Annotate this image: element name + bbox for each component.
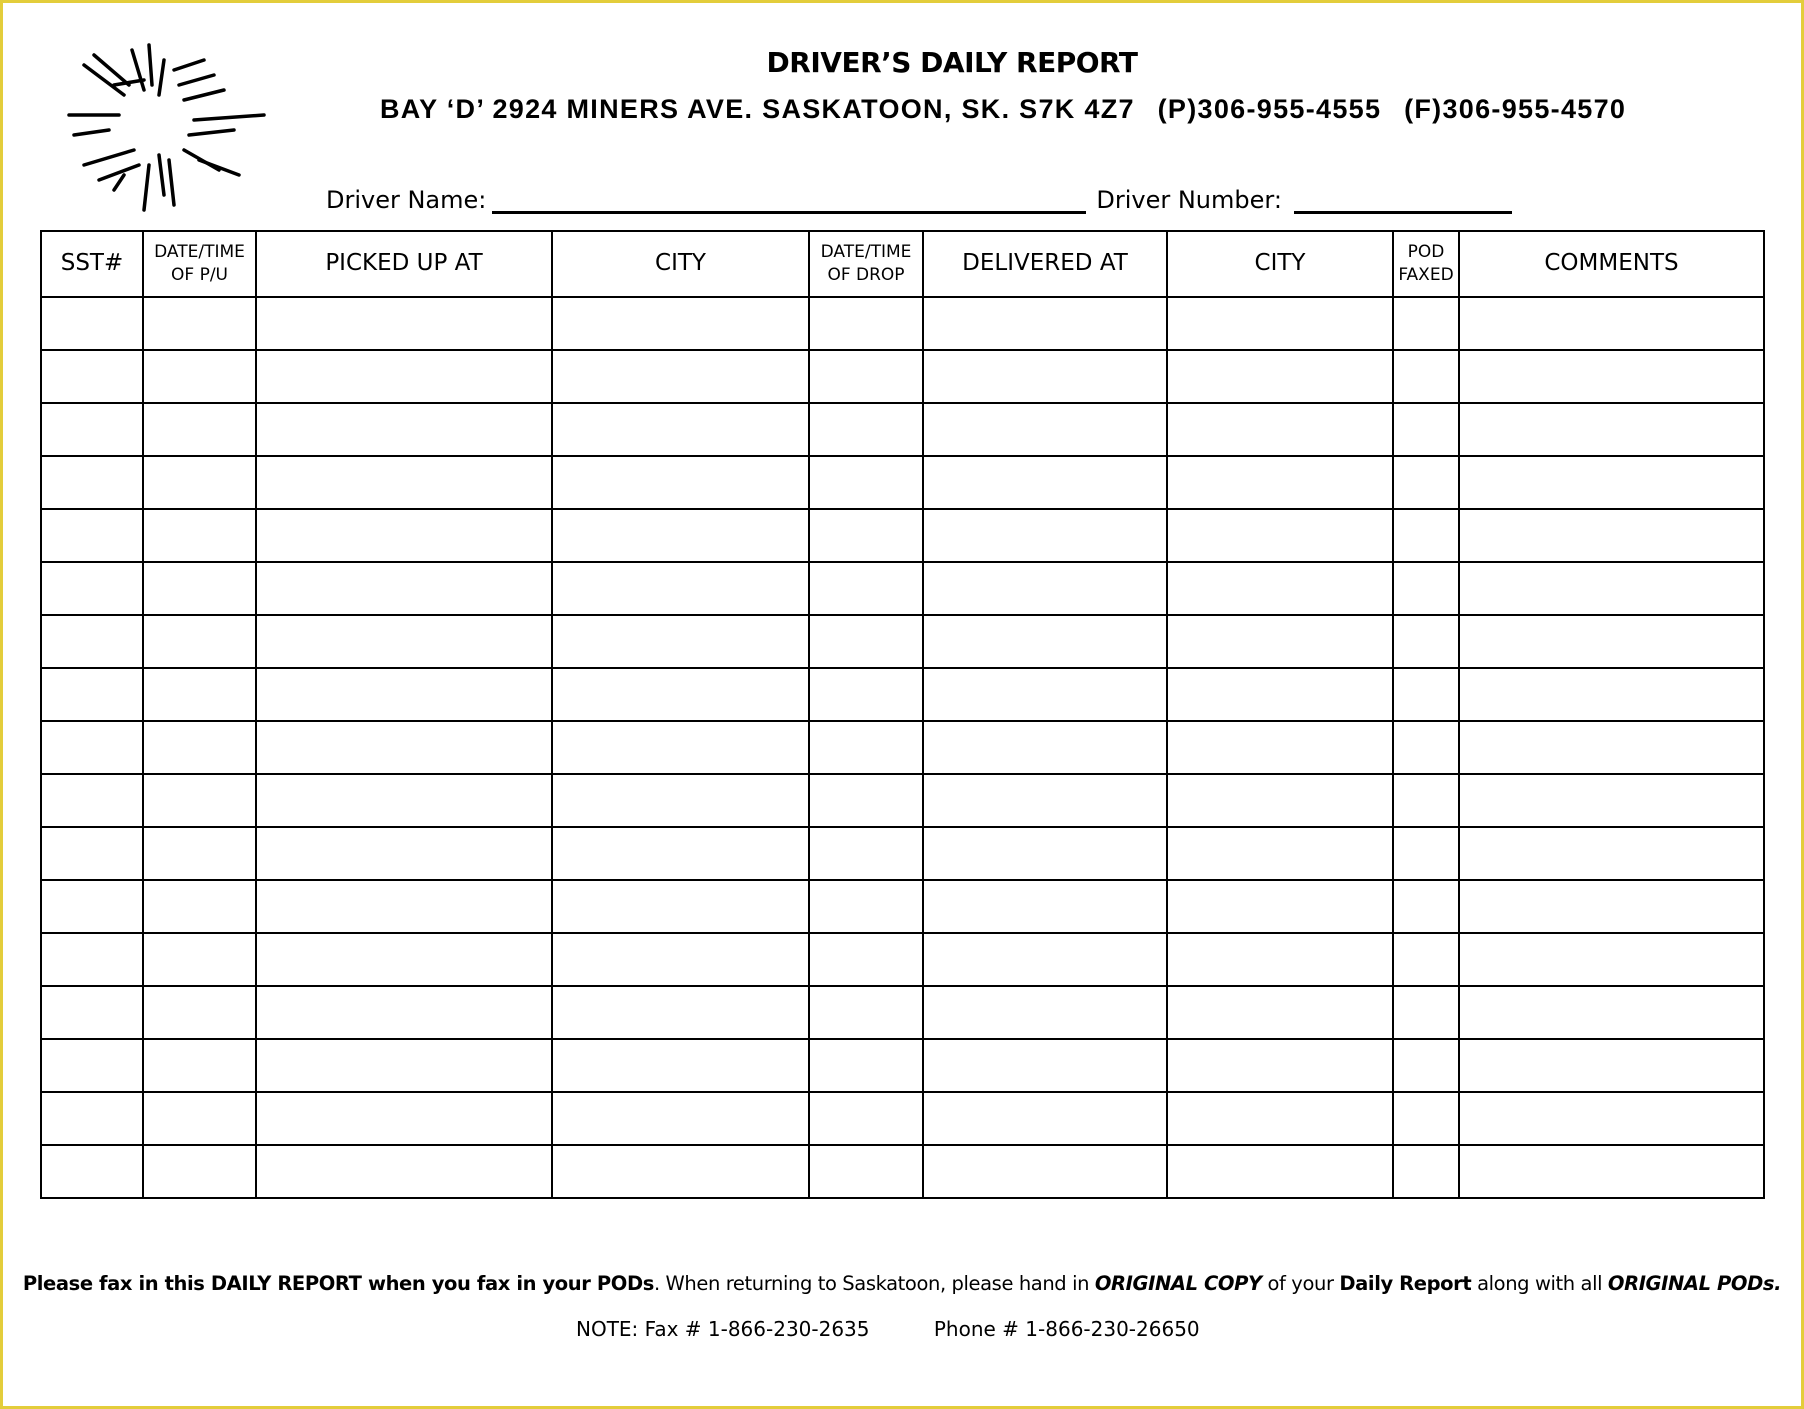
cell-comments[interactable] [1459, 1039, 1764, 1092]
cell-sst[interactable] [41, 1092, 143, 1145]
table-row [41, 880, 1764, 933]
table-row [41, 721, 1764, 774]
cell-drop-datetime[interactable] [809, 1092, 923, 1145]
footer-fax-instruction: Please fax in this DAILY REPORT when you fax in your PODs [22, 1272, 654, 1295]
footer-text-2: of your [1261, 1272, 1340, 1295]
cell-comments[interactable] [1459, 1092, 1764, 1145]
cell-delivery-city[interactable] [1167, 880, 1393, 933]
cell-sst[interactable] [41, 350, 143, 403]
driver-number-label: Driver Number: [1096, 186, 1282, 214]
table-row [41, 403, 1764, 456]
cell-delivery-city[interactable] [1167, 350, 1393, 403]
cell-pickup-city[interactable] [552, 933, 809, 986]
cell-sst[interactable] [41, 668, 143, 721]
cell-picked-up-at[interactable] [256, 880, 552, 933]
cell-sst[interactable] [41, 933, 143, 986]
cell-sst[interactable] [41, 456, 143, 509]
cell-pickup-datetime[interactable] [143, 509, 256, 562]
cell-delivery-city[interactable] [1167, 615, 1393, 668]
cell-comments[interactable] [1459, 986, 1764, 1039]
cell-pickup-city[interactable] [552, 986, 809, 1039]
cell-delivered-at[interactable] [923, 1039, 1167, 1092]
cell-delivered-at[interactable] [923, 350, 1167, 403]
cell-delivery-city[interactable] [1167, 1039, 1393, 1092]
cell-pickup-city[interactable] [552, 1145, 809, 1198]
cell-pickup-city[interactable] [552, 668, 809, 721]
cell-picked-up-at[interactable] [256, 350, 552, 403]
cell-picked-up-at[interactable] [256, 933, 552, 986]
cell-pickup-city[interactable] [552, 562, 809, 615]
company-fax: (F)306-955-4570 [1404, 94, 1627, 124]
cell-pod-faxed[interactable] [1393, 456, 1459, 509]
cell-comments[interactable] [1459, 1145, 1764, 1198]
cell-pickup-city[interactable] [552, 615, 809, 668]
table-row [41, 615, 1764, 668]
cell-drop-datetime[interactable] [809, 827, 923, 880]
cell-sst[interactable] [41, 880, 143, 933]
cell-delivery-city[interactable] [1167, 933, 1393, 986]
cell-delivery-city[interactable] [1167, 403, 1393, 456]
cell-pickup-datetime[interactable] [143, 986, 256, 1039]
cell-delivered-at[interactable] [923, 1092, 1167, 1145]
cell-sst[interactable] [41, 509, 143, 562]
col-header-pod-faxed: POD FAXED [1393, 231, 1459, 297]
table-row [41, 1145, 1764, 1198]
report-title: DRIVER’S DAILY REPORT [766, 46, 1138, 79]
col-header-delivery-city: CITY [1167, 231, 1393, 297]
company-address: BAY ‘D’ 2924 MINERS AVE. SASKATOON, SK. S7K 4Z7 [380, 94, 1135, 124]
cell-pickup-datetime[interactable] [143, 1039, 256, 1092]
cell-comments[interactable] [1459, 880, 1764, 933]
cell-pickup-city[interactable] [552, 880, 809, 933]
cell-delivered-at[interactable] [923, 721, 1167, 774]
cell-drop-datetime[interactable] [809, 933, 923, 986]
footer-fax-number: NOTE: Fax # 1-866-230-2635 [576, 1317, 870, 1341]
cell-delivered-at[interactable] [923, 509, 1167, 562]
cell-drop-datetime[interactable] [809, 297, 923, 350]
cell-comments[interactable] [1459, 297, 1764, 350]
cell-comments[interactable] [1459, 456, 1764, 509]
col-header-pickup-datetime: DATE/TIME OF P/U [143, 231, 256, 297]
cell-drop-datetime[interactable] [809, 350, 923, 403]
cell-comments[interactable] [1459, 668, 1764, 721]
cell-pickup-datetime[interactable] [143, 827, 256, 880]
col-header-picked-up-at: PICKED UP AT [256, 231, 552, 297]
cell-pod-faxed[interactable] [1393, 986, 1459, 1039]
cell-sst[interactable] [41, 1145, 143, 1198]
driver-info-row [326, 180, 1512, 214]
table-row [41, 668, 1764, 721]
cell-comments[interactable] [1459, 562, 1764, 615]
cell-pickup-datetime[interactable] [143, 668, 256, 721]
cell-delivered-at[interactable] [923, 827, 1167, 880]
driver-number-field[interactable] [1294, 187, 1512, 214]
cell-picked-up-at[interactable] [256, 668, 552, 721]
cell-pickup-city[interactable] [552, 721, 809, 774]
driver-name-label: Driver Name: [326, 186, 487, 214]
table-row [41, 562, 1764, 615]
cell-pod-faxed[interactable] [1393, 721, 1459, 774]
footer-instructions [0, 1272, 1804, 1295]
cell-picked-up-at[interactable] [256, 1145, 552, 1198]
cell-picked-up-at[interactable] [256, 297, 552, 350]
cell-sst[interactable] [41, 297, 143, 350]
cell-pod-faxed[interactable] [1393, 774, 1459, 827]
company-phone: (P)306-955-4555 [1157, 94, 1382, 124]
cell-pickup-city[interactable] [552, 350, 809, 403]
cell-pickup-datetime[interactable] [143, 350, 256, 403]
cell-comments[interactable] [1459, 774, 1764, 827]
cell-pickup-datetime[interactable] [143, 562, 256, 615]
cell-sst[interactable] [41, 615, 143, 668]
cell-comments[interactable] [1459, 933, 1764, 986]
cell-delivered-at[interactable] [923, 668, 1167, 721]
table-row [41, 509, 1764, 562]
cell-drop-datetime[interactable] [809, 509, 923, 562]
cell-sst[interactable] [41, 774, 143, 827]
footer-original-copy: ORIGINAL COPY [1094, 1272, 1262, 1295]
cell-drop-datetime[interactable] [809, 1145, 923, 1198]
cell-comments[interactable] [1459, 350, 1764, 403]
footer-phone-number: Phone # 1-866-230-26650 [933, 1317, 1200, 1341]
cell-delivery-city[interactable] [1167, 668, 1393, 721]
col-header-delivered-at: DELIVERED AT [923, 231, 1167, 297]
cell-sst[interactable] [41, 986, 143, 1039]
company-address-line [380, 94, 1626, 125]
cell-pod-faxed[interactable] [1393, 880, 1459, 933]
cell-delivery-city[interactable] [1167, 986, 1393, 1039]
table-row [41, 456, 1764, 509]
col-header-drop-datetime: DATE/TIME OF DROP [809, 231, 923, 297]
cell-delivered-at[interactable] [923, 933, 1167, 986]
cell-delivered-at[interactable] [923, 297, 1167, 350]
cell-delivered-at[interactable] [923, 562, 1167, 615]
cell-delivery-city[interactable] [1167, 509, 1393, 562]
cell-sst[interactable] [41, 1039, 143, 1092]
driver-name-field[interactable] [492, 187, 1086, 214]
cell-pod-faxed[interactable] [1393, 1039, 1459, 1092]
table-header-row [41, 231, 1764, 297]
cell-comments[interactable] [1459, 509, 1764, 562]
cell-drop-datetime[interactable] [809, 721, 923, 774]
cell-pickup-datetime[interactable] [143, 297, 256, 350]
cell-pickup-city[interactable] [552, 774, 809, 827]
cell-pickup-datetime[interactable] [143, 774, 256, 827]
cell-delivered-at[interactable] [923, 1145, 1167, 1198]
table-row [41, 774, 1764, 827]
cell-pickup-city[interactable] [552, 297, 809, 350]
cell-delivered-at[interactable] [923, 403, 1167, 456]
cell-pod-faxed[interactable] [1393, 403, 1459, 456]
cell-pod-faxed[interactable] [1393, 297, 1459, 350]
cell-delivery-city[interactable] [1167, 456, 1393, 509]
cell-delivered-at[interactable] [923, 880, 1167, 933]
col-header-pickup-city: CITY [552, 231, 809, 297]
footer-daily-report: Daily Report [1339, 1272, 1472, 1295]
cell-sst[interactable] [41, 562, 143, 615]
cell-pod-faxed[interactable] [1393, 827, 1459, 880]
cell-pickup-datetime[interactable] [143, 403, 256, 456]
cell-drop-datetime[interactable] [809, 456, 923, 509]
cell-drop-datetime[interactable] [809, 615, 923, 668]
cell-delivery-city[interactable] [1167, 562, 1393, 615]
cell-pod-faxed[interactable] [1393, 668, 1459, 721]
cell-pod-faxed[interactable] [1393, 509, 1459, 562]
table-row [41, 1039, 1764, 1092]
cell-picked-up-at[interactable] [256, 721, 552, 774]
table-row [41, 350, 1764, 403]
cell-drop-datetime[interactable] [809, 774, 923, 827]
table-row [41, 297, 1764, 350]
cell-picked-up-at[interactable] [256, 1092, 552, 1145]
cell-pickup-city[interactable] [552, 456, 809, 509]
cell-pickup-city[interactable] [552, 1092, 809, 1145]
cell-delivered-at[interactable] [923, 774, 1167, 827]
table-body [41, 297, 1764, 1198]
cell-drop-datetime[interactable] [809, 986, 923, 1039]
cell-drop-datetime[interactable] [809, 562, 923, 615]
table-row [41, 986, 1764, 1039]
cell-pickup-datetime[interactable] [143, 615, 256, 668]
cell-delivery-city[interactable] [1167, 774, 1393, 827]
cell-delivery-city[interactable] [1167, 297, 1393, 350]
cell-comments[interactable] [1459, 615, 1764, 668]
cell-picked-up-at[interactable] [256, 456, 552, 509]
cell-pickup-city[interactable] [552, 403, 809, 456]
cell-sst[interactable] [41, 721, 143, 774]
cell-delivered-at[interactable] [923, 456, 1167, 509]
footer-text-1: . When returning to Saskatoon, please hand in [653, 1272, 1095, 1295]
daily-report-table [40, 230, 1765, 1199]
cell-pod-faxed[interactable] [1393, 1145, 1459, 1198]
cell-pod-faxed[interactable] [1393, 350, 1459, 403]
cell-picked-up-at[interactable] [256, 615, 552, 668]
cell-delivery-city[interactable] [1167, 1092, 1393, 1145]
footer-contact-line [576, 1317, 1200, 1341]
cell-pickup-datetime[interactable] [143, 1092, 256, 1145]
cell-sst[interactable] [41, 403, 143, 456]
cell-pickup-datetime[interactable] [143, 933, 256, 986]
cell-pod-faxed[interactable] [1393, 933, 1459, 986]
cell-delivered-at[interactable] [923, 986, 1167, 1039]
cell-pod-faxed[interactable] [1393, 562, 1459, 615]
cell-picked-up-at[interactable] [256, 986, 552, 1039]
cell-sst[interactable] [41, 827, 143, 880]
table-row [41, 827, 1764, 880]
cell-pickup-datetime[interactable] [143, 1145, 256, 1198]
cell-picked-up-at[interactable] [256, 827, 552, 880]
cell-delivery-city[interactable] [1167, 1145, 1393, 1198]
cell-pickup-city[interactable] [552, 509, 809, 562]
cell-comments[interactable] [1459, 827, 1764, 880]
cell-drop-datetime[interactable] [809, 1039, 923, 1092]
col-header-comments: COMMENTS [1459, 231, 1764, 297]
cell-pickup-city[interactable] [552, 1039, 809, 1092]
cell-drop-datetime[interactable] [809, 668, 923, 721]
table-row [41, 933, 1764, 986]
cell-pickup-datetime[interactable] [143, 456, 256, 509]
cell-drop-datetime[interactable] [809, 880, 923, 933]
footer-original-pods: ORIGINAL PODs. [1607, 1272, 1782, 1295]
footer-text-3: along with all [1471, 1272, 1608, 1295]
cell-picked-up-at[interactable] [256, 1039, 552, 1092]
cell-drop-datetime[interactable] [809, 403, 923, 456]
cell-comments[interactable] [1459, 403, 1764, 456]
cell-delivered-at[interactable] [923, 615, 1167, 668]
table-row [41, 1092, 1764, 1145]
cell-pod-faxed[interactable] [1393, 1092, 1459, 1145]
col-header-sst: SST# [41, 231, 143, 297]
cell-delivery-city[interactable] [1167, 827, 1393, 880]
cell-picked-up-at[interactable] [256, 774, 552, 827]
cell-picked-up-at[interactable] [256, 403, 552, 456]
cell-delivery-city[interactable] [1167, 721, 1393, 774]
cell-pickup-datetime[interactable] [143, 721, 256, 774]
cell-pickup-datetime[interactable] [143, 880, 256, 933]
cell-pickup-city[interactable] [552, 827, 809, 880]
cell-picked-up-at[interactable] [256, 562, 552, 615]
cell-pod-faxed[interactable] [1393, 615, 1459, 668]
cell-picked-up-at[interactable] [256, 509, 552, 562]
cell-comments[interactable] [1459, 721, 1764, 774]
